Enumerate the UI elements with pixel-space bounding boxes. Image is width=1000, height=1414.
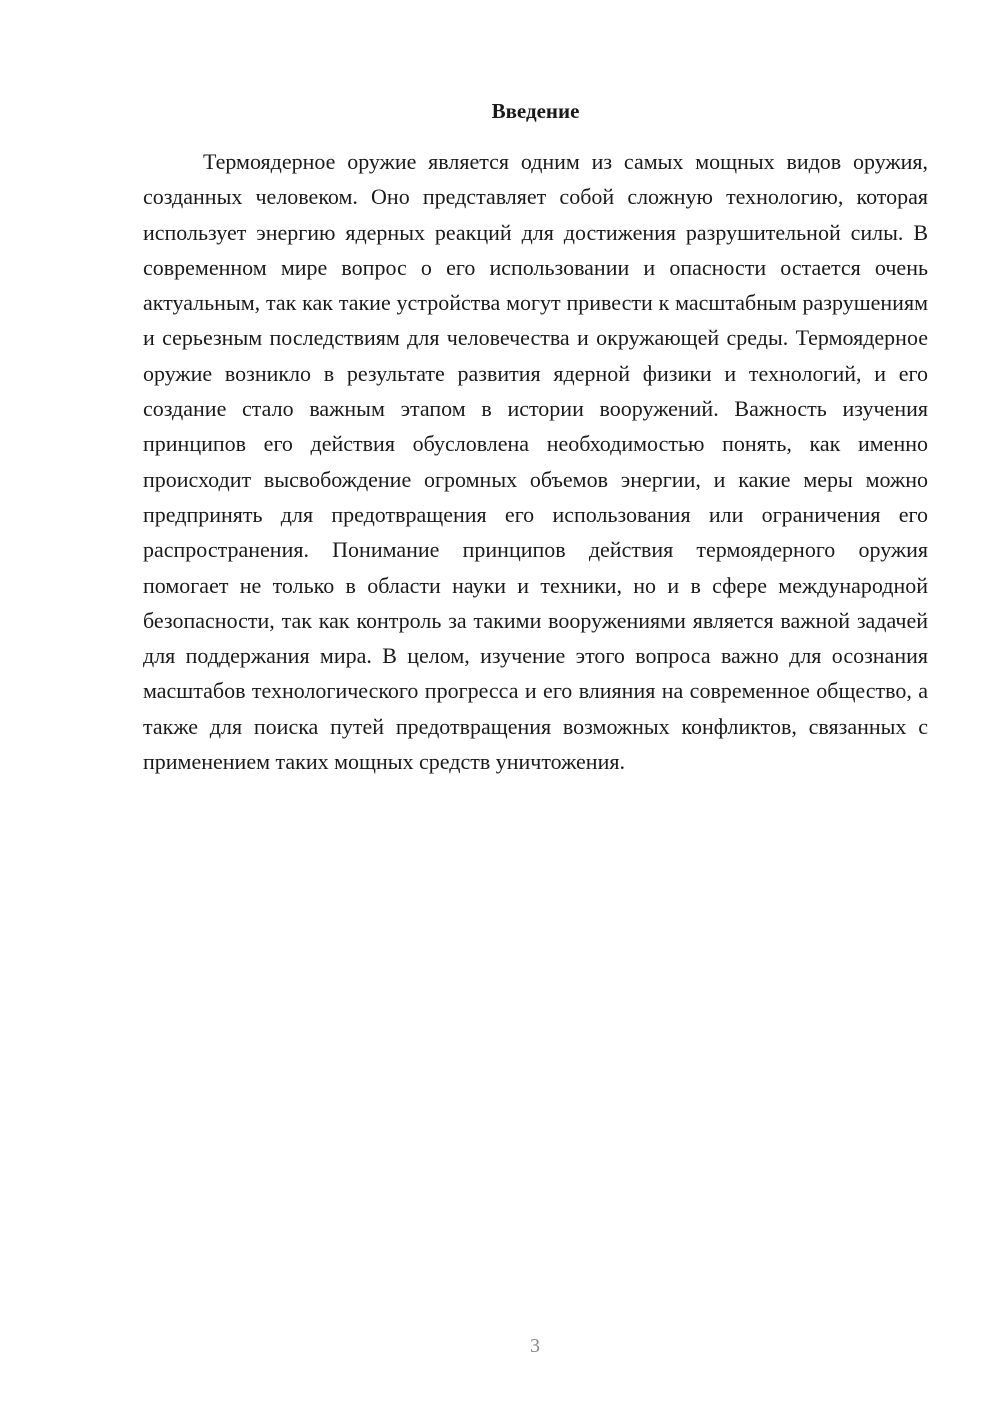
body-paragraph: Термоядерное оружие является одним из самых мощных видов оружия, созданных человеком. Оно представляет собой сложную технологию, которая использует энергию ядерных реакций для достижения разрушительной силы. В современном мире вопрос о его использовании и опасности остается очень актуальным, так как такие устройства могут привести к масштабным разрушениям и серьезным последствиям для человечества и окружающей среды. Термоядерное оружие возникло в результате развития ядерной физики и технологий, и его создание стало важным этапом в истории вооружений. Важность изучения принципов его действия обусловлена необходимостью понять, как именно происходит высвобождение огромных объемов энергии, и какие меры можно предпринять для предотвращения его использования или ограничения его распространения. Понимание принципов действия термоядерного оружия помогает не только в области науки и техники, но и в сфере международной безопасности, так как контроль за такими вооружениями является важной задачей для поддержания мира. В целом, изучение этого вопроса важно для осознания масштабов технологического прогресса и его влияния на современное общество, а также для поиска путей предотвращения возможных конфликтов, связанных с применением таких мощных средств уничтожения. [143, 149, 928, 775]
page-number: 3 [530, 1335, 540, 1357]
section-heading: Введение [491, 99, 580, 123]
